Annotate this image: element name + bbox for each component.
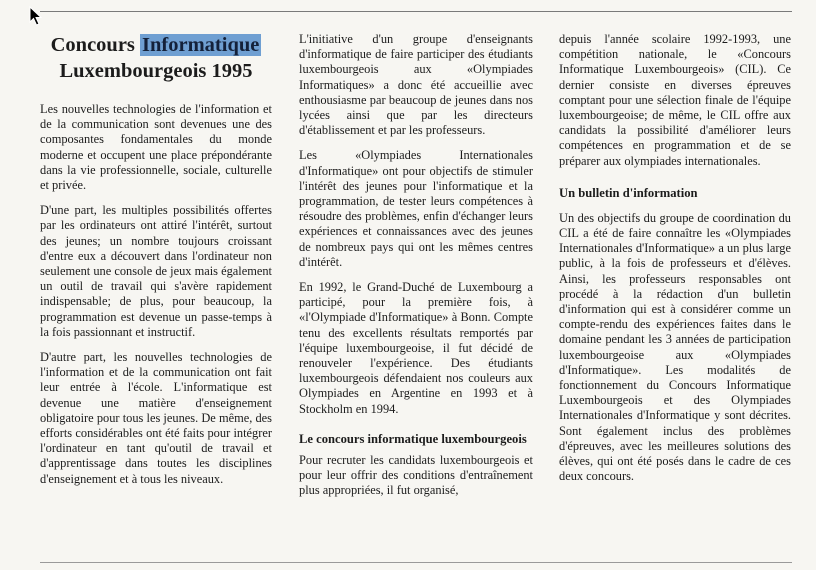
paragraph: depuis l'année scolaire 1992-1993, une compétition nationale, le «Concours Informatique Luxembourgeois» (CIL). Ce dernier consiste en diverses épreuves comptant pour une sélection finale de l'équipe luxembourgeoise; de même, le CIL offre aux candidats la possibilité d'améliorer leurs compétences en programmation et de se préparer aux olympiades internationales. bbox=[559, 32, 791, 168]
column-3 bbox=[559, 32, 791, 494]
top-rule bbox=[40, 11, 792, 12]
paragraph: D'autre part, les nouvelles technologies de l'information et de la communication ont fait leur entrée à l'école. L'informatique est devenue une matière d'enseignement obligatoire pour tous les jeunes. De même, des efforts considérables ont été faits pour intégrer l'ordinateur en tant qu'outil de travail et d'apprentissage dans toutes les disciplines d'enseignement et à tous les niveaux. bbox=[40, 350, 272, 486]
paragraph: Les nouvelles technologies de l'information et de la communication sont devenues une des composantes fondamentales du monde moderne et occupent une place prépondérante dans la vie professionnelle, sociale, culturelle et privée. bbox=[40, 102, 272, 193]
column-1 bbox=[40, 32, 272, 497]
bottom-rule bbox=[40, 562, 792, 563]
article-title bbox=[40, 32, 272, 84]
title-line2: Luxembourgeois 1995 bbox=[59, 60, 253, 82]
paragraph: D'une part, les multiples possibilités offertes par les ordinateurs ont attiré l'intérêt, surtout des jeunes; un nombre toujours croissant d'entre eux a découvert dans l'ordinateur non seulement une console de jeux mais également un outil de travail qui s'avère rapidement indispensable; de plus, pour beaucoup, la programmation est devenue un passe-temps à la fois passionnant et instructif. bbox=[40, 203, 272, 339]
paragraph: Les «Olympiades Internationales d'Informatique» ont pour objectifs de stimuler l'intérêt des jeunes pour l'informatique et la programmation, de tester leurs compétences à résoudre des problèmes, enfin d'échanger leurs expériences et connaissances avec des jeunes de nombreux pays qui ont les mêmes centres d'intérêt. bbox=[299, 148, 533, 269]
section-heading: Le concours informatique luxembourgeois bbox=[299, 431, 527, 446]
paragraph: Un des objectifs du groupe de coordination du CIL a été de faire connaître les «Olympiades Internationales d'Informatique» a un plus large public, à la fois de professeurs et d'élèves. Ainsi, les professeurs responsables ont procédé à la rédaction d'un bulletin d'information qui est à considérer comme un compte-rendu des expériences faites dans le domaine pendant les 3 années de participation luxembourgeoise aux «Olympiades d'Informatique». Les modalités de fonctionnement du Concours Informatique Luxembourgeois et des Olympiades Internationales d'Informatique y sont décrites. Sont également inclus des problèmes d'épreuves, avec les meilleures solutions des élèves, qui ont été posés dans le cadre de ces deux concours. bbox=[559, 210, 791, 484]
column-2 bbox=[299, 32, 533, 508]
mouse-pointer-icon bbox=[29, 6, 43, 26]
title-part1: Concours bbox=[50, 34, 141, 56]
section-heading: Un bulletin d'information bbox=[559, 185, 698, 200]
paragraph: Pour recruter les candidats luxembourgeois et pour leur offrir des conditions d'entraînement plus appropriées, il fut organisé, bbox=[299, 452, 533, 498]
paragraph: L'initiative d'un groupe d'enseignants d'informatique de faire participer des étudiants luxembourgeois aux «Olympiades Informatiques» a donc été accueillie avec enthousiasme par beaucoup de jeunes dans nos lycées ainsi que par les directeurs d'établissement et par les professeurs. bbox=[299, 32, 533, 138]
paragraph: En 1992, le Grand-Duché de Luxembourg a participé, pour la première fois, à «l'Olympiade d'Informatique» à Bonn. Compte tenu des excellents résultats remportés par l'équipe luxembourgeoise, il fut décidé de renouveler l'expérience. Des étudiants luxembourgeois défendaient nos couleurs aux Olympiades en Argentine en 1993 et à Stockholm en 1994. bbox=[299, 280, 533, 416]
title-highlighted-word[interactable]: Informatique bbox=[142, 34, 260, 56]
